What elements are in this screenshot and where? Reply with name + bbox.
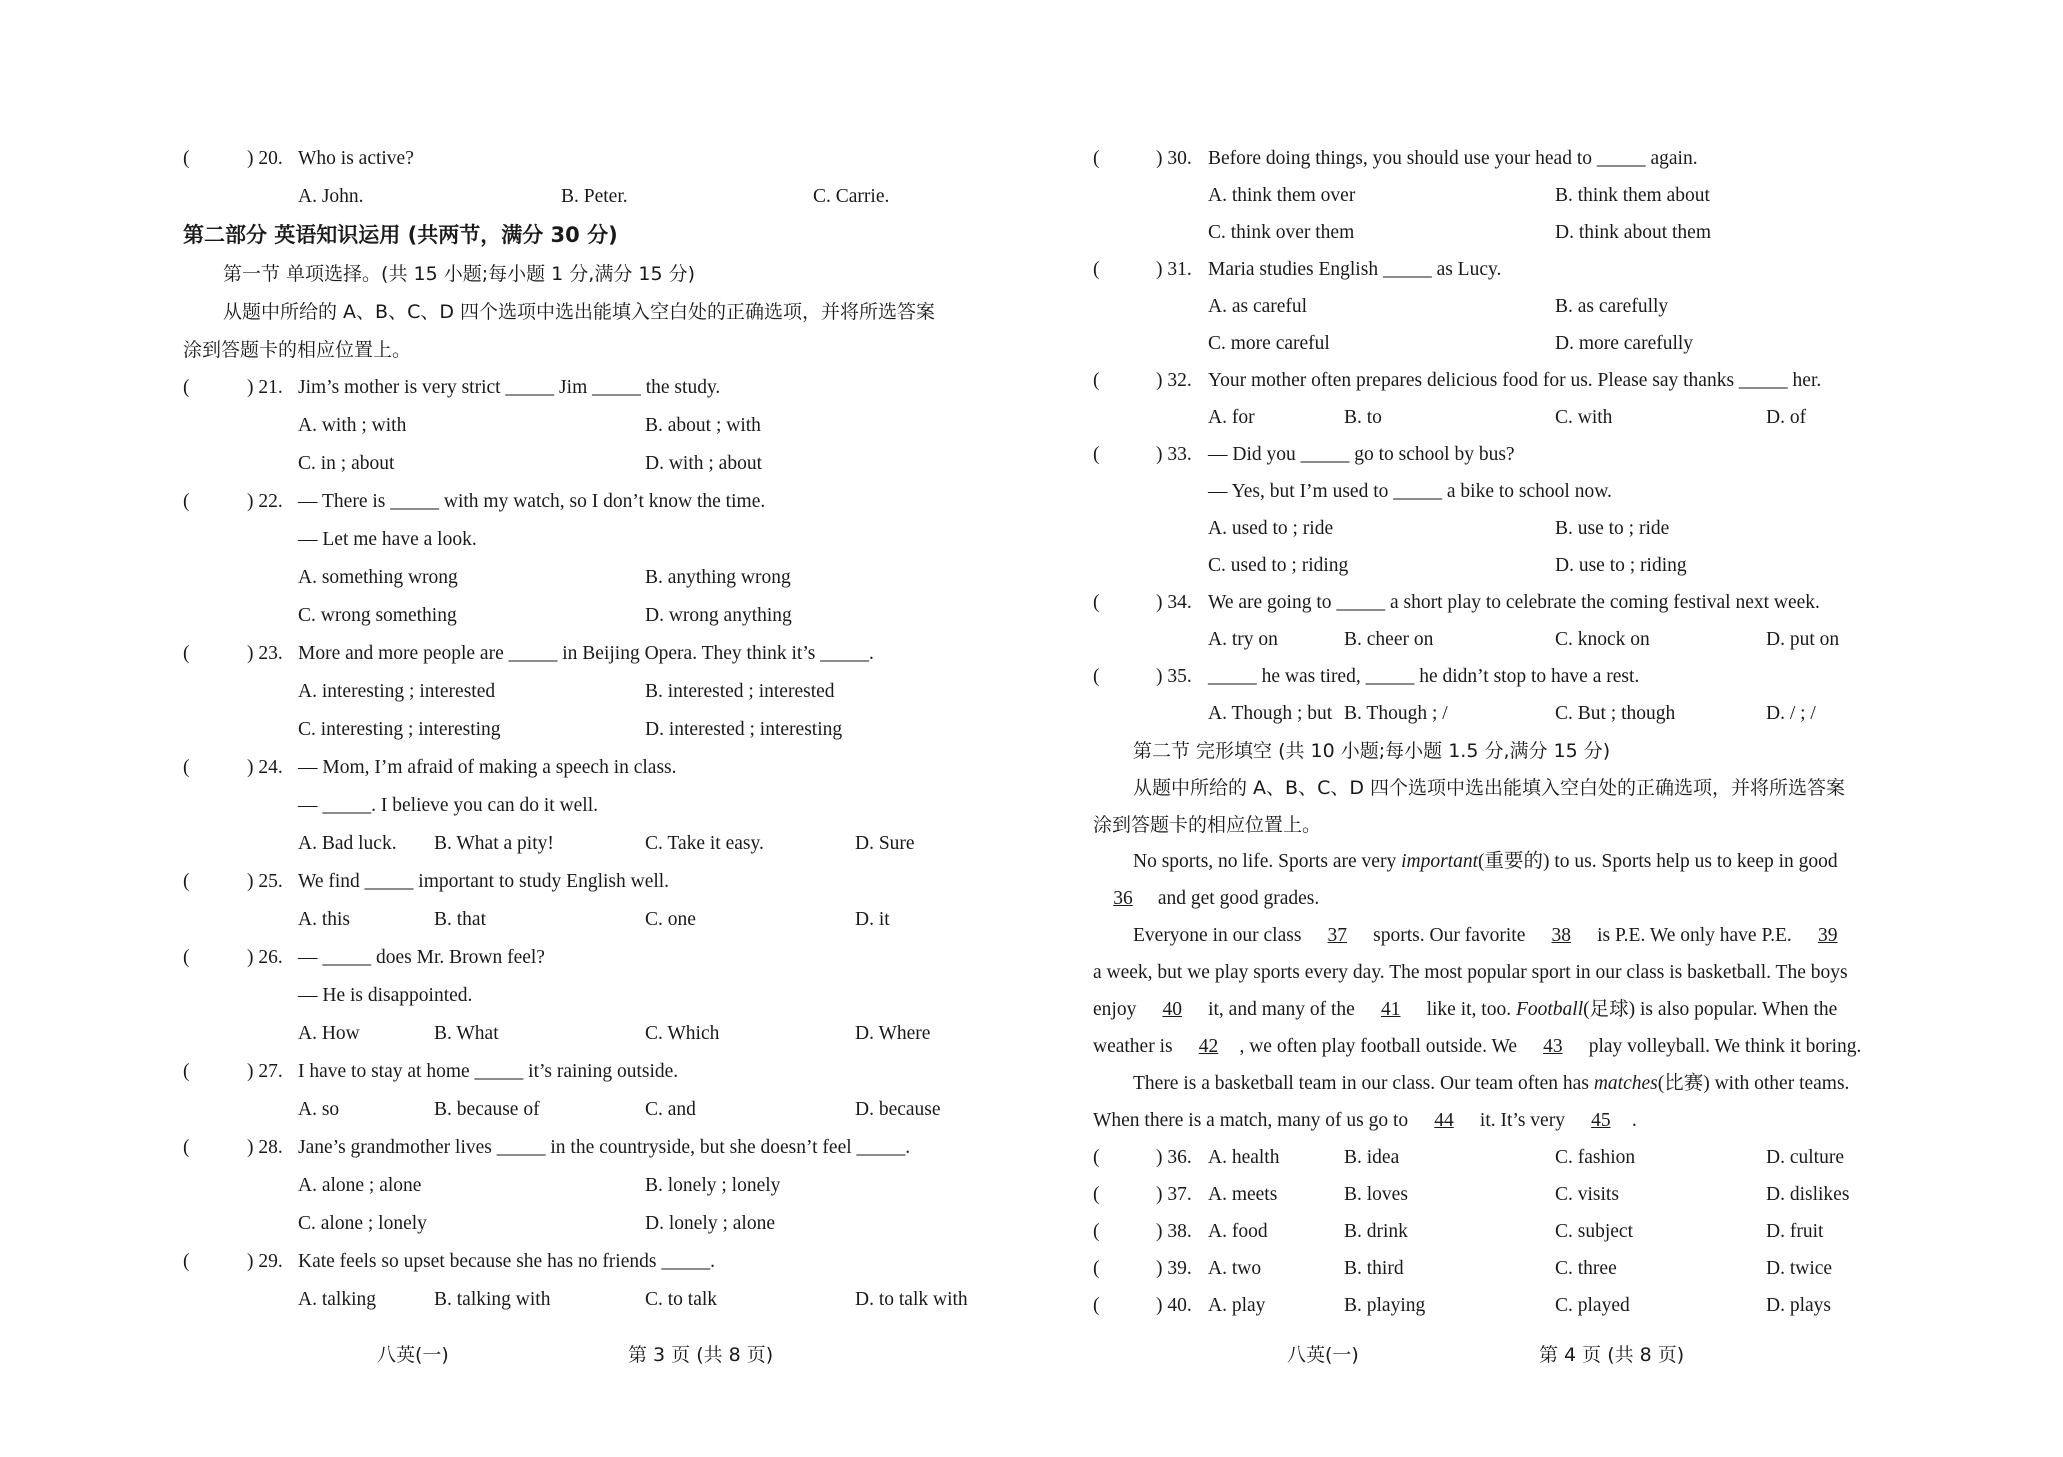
blank-38: 38	[1551, 925, 1571, 946]
question-number: ) 24.	[247, 757, 283, 778]
option-b: B. drink	[1344, 1221, 1408, 1242]
option-d: D. more carefully	[1555, 333, 1694, 354]
options-25	[0, 901, 1031, 939]
option-a: A. meets	[1208, 1184, 1278, 1205]
options-31-row-1	[1031, 288, 2063, 326]
passage-text: a week, but we play sports every day. The most popular sport in our class is basketball. The boys	[1093, 962, 1848, 983]
question-26-reply	[0, 977, 1031, 1015]
question-number: ) 23.	[247, 643, 283, 664]
answer-bracket: (	[1093, 1184, 1100, 1205]
question-stem: We find _____ important to study English well.	[298, 871, 670, 892]
option-c: C. subject	[1555, 1221, 1633, 1242]
answer-bracket: (	[183, 1061, 190, 1082]
option-b: B. to	[1344, 407, 1382, 428]
answer-bracket: (	[183, 1251, 190, 1272]
option-c: C. alone ; lonely	[298, 1213, 427, 1234]
question-stem: We are going to _____ a short play to celebrate the coming festival next week.	[1208, 592, 1820, 613]
option-a: A. Though ; but	[1208, 703, 1333, 724]
options-35	[1031, 695, 2063, 733]
option-d: D. because	[855, 1099, 941, 1120]
question-number: ) 40.	[1156, 1295, 1192, 1316]
passage-italic-word: Football	[1515, 999, 1584, 1020]
question-30	[1031, 140, 2063, 178]
question-number: ) 26.	[247, 947, 283, 968]
option-d: D. use to ; riding	[1555, 555, 1687, 576]
passage-line-8	[1031, 1102, 2063, 1140]
blank-41: 41	[1380, 999, 1401, 1020]
option-a: A. play	[1208, 1295, 1266, 1316]
question-number: ) 37.	[1156, 1184, 1192, 1205]
option-d: D. Sure	[855, 833, 915, 854]
options-27	[0, 1091, 1031, 1129]
passage-line-5	[1031, 991, 2063, 1029]
answer-bracket: (	[1093, 1295, 1100, 1316]
options-29	[0, 1281, 1031, 1319]
options-21-row-1	[0, 407, 1031, 445]
question-stem-line-2: — _____. I believe you can do it well.	[298, 795, 599, 816]
option-d: D. culture	[1766, 1147, 1844, 1168]
question-number: ) 21.	[247, 377, 283, 398]
blank-43: 43	[1543, 1036, 1563, 1057]
section-title	[1031, 732, 2063, 770]
option-a: A. think them over	[1208, 185, 1356, 206]
answer-bracket: (	[1093, 1147, 1100, 1168]
question-number: ) 25.	[247, 871, 283, 892]
option-b: B. third	[1344, 1258, 1404, 1279]
passage-text: enjoy 40 it, and many of the 41 like it, too. Football(足球) is also popular. When the	[1093, 991, 1837, 1029]
question-28	[0, 1129, 1031, 1167]
options-22-row-2	[0, 597, 1031, 635]
section-1-title: 第一节 单项选择。(共 15 小题;每小题 1 分,满分 15 分)	[223, 263, 695, 285]
options-32	[1031, 399, 2063, 437]
option-a: A. interesting ; interested	[298, 681, 496, 702]
instructions	[0, 293, 1031, 331]
instructions-cont	[0, 331, 1031, 369]
option-d: D. / ; /	[1766, 703, 1816, 724]
option-b: B. anything wrong	[645, 567, 791, 588]
footer-page-number: 第 4 页 (共 8 页)	[1539, 1344, 1685, 1366]
part-2-title: 第二部分 英语知识运用 (共两节，满分 30 分)	[183, 223, 618, 247]
question-number: ) 39.	[1156, 1258, 1192, 1279]
option-d: D. to talk with	[855, 1289, 968, 1310]
options-31-row-2	[1031, 325, 2063, 363]
option-a: A. health	[1208, 1147, 1280, 1168]
question-stem: Maria studies English _____ as Lucy.	[1208, 259, 1502, 280]
option-b: B. use to ; ride	[1555, 518, 1670, 539]
option-c: C. one	[645, 909, 696, 930]
option-a: A. talking	[298, 1289, 376, 1310]
passage-line-4	[1031, 954, 2063, 992]
question-29	[0, 1243, 1031, 1281]
question-number: ) 31.	[1156, 259, 1192, 280]
options-23-row-1	[0, 673, 1031, 711]
options-28-row-2	[0, 1205, 1031, 1243]
option-b: B. Peter.	[561, 186, 628, 207]
passage-line-6	[1031, 1028, 2063, 1066]
option-d: D. twice	[1766, 1258, 1833, 1279]
options-22-row-1	[0, 559, 1031, 597]
question-33-reply	[1031, 473, 2063, 511]
question-stem: _____ he was tired, _____ he didn’t stop to have a rest.	[1208, 666, 1640, 687]
option-d: D. fruit	[1766, 1221, 1824, 1242]
option-b: B. What a pity!	[434, 833, 554, 854]
option-d: D. dislikes	[1766, 1184, 1850, 1205]
question-stem: More and more people are _____ in Beijing Opera. They think it’s _____.	[298, 643, 874, 664]
passage-line-1	[1031, 843, 2063, 881]
option-a: A. food	[1208, 1221, 1268, 1242]
option-b: B. lonely ; lonely	[645, 1175, 781, 1196]
question-34	[1031, 584, 2063, 622]
option-c: C. Carrie.	[813, 186, 890, 207]
option-c: C. in ; about	[298, 453, 395, 474]
answer-bracket: (	[1093, 370, 1100, 391]
answer-bracket: (	[1093, 592, 1100, 613]
question-stem: Your mother often prepares delicious food for us. Please say thanks _____ her.	[1208, 370, 1822, 391]
option-b: B. interested ; interested	[645, 681, 835, 702]
page-footer	[1031, 1336, 2063, 1374]
option-a: A. alone ; alone	[298, 1175, 422, 1196]
option-a: A. something wrong	[298, 567, 458, 588]
page-footer	[0, 1336, 1031, 1374]
question-31	[1031, 251, 2063, 289]
question-36	[1031, 1139, 2063, 1177]
question-number: ) 34.	[1156, 592, 1192, 613]
option-d: D. put on	[1766, 629, 1840, 650]
option-d: D. plays	[1766, 1295, 1831, 1316]
option-a: A. How	[298, 1023, 360, 1044]
instructions-line-2: 涂到答题卡的相应位置上。	[1093, 814, 1322, 836]
answer-bracket: (	[1093, 1221, 1100, 1242]
question-stem: — There is _____ with my watch, so I don’t know the time.	[298, 491, 766, 512]
answer-bracket: (	[183, 757, 190, 778]
options-23-row-2	[0, 711, 1031, 749]
option-c: C. fashion	[1555, 1147, 1636, 1168]
options-21-row-2	[0, 445, 1031, 483]
answer-bracket: (	[183, 377, 190, 398]
option-b: B. about ; with	[645, 415, 761, 436]
option-a: A. two	[1208, 1258, 1262, 1279]
question-stem: — Did you _____ go to school by bus?	[1208, 444, 1515, 465]
options-20	[0, 178, 1031, 216]
passage-text: When there is a match, many of us go to 44 it. It’s very 45 .	[1093, 1102, 1637, 1140]
answer-bracket: (	[183, 1137, 190, 1158]
question-22-reply	[0, 521, 1031, 559]
option-d: D. think about them	[1555, 222, 1711, 243]
question-35	[1031, 658, 2063, 696]
option-c: C. But ; though	[1555, 703, 1676, 724]
question-stem: Who is active?	[298, 148, 414, 169]
blank-40: 40	[1162, 999, 1182, 1020]
answer-bracket: (	[1093, 1258, 1100, 1279]
passage-line-3	[1031, 917, 2063, 955]
option-a: A. John.	[298, 186, 364, 207]
blank-44: 44	[1434, 1110, 1454, 1131]
instructions-cont	[1031, 806, 2063, 844]
option-b: B. What	[434, 1023, 499, 1044]
question-38	[1031, 1213, 2063, 1251]
option-d: D. Where	[855, 1023, 931, 1044]
option-c: C. played	[1555, 1295, 1630, 1316]
option-a: A. as careful	[1208, 296, 1308, 317]
option-c: C. knock on	[1555, 629, 1650, 650]
section-2-title: 第二节 完形填空 (共 10 小题;每小题 1.5 分,满分 15 分)	[1133, 740, 1611, 762]
option-c: C. visits	[1555, 1184, 1619, 1205]
option-b: B. because of	[434, 1099, 540, 1120]
question-stem: Before doing things, you should use your head to _____ again.	[1208, 148, 1698, 169]
option-c: C. and	[645, 1099, 696, 1120]
blank-36: 36	[1113, 888, 1133, 909]
passage-line-2	[1031, 880, 2063, 918]
question-number: ) 36.	[1156, 1147, 1192, 1168]
question-33	[1031, 436, 2063, 474]
passage-italic-word: important	[1401, 851, 1479, 872]
question-number: ) 29.	[247, 1251, 283, 1272]
question-stem: I have to stay at home _____ it’s raining outside.	[298, 1061, 679, 1082]
answer-bracket: (	[183, 148, 190, 169]
instructions-line-1: 从题中所给的 A、B、C、D 四个选项中选出能填入空白处的正确选项，并将所选答案	[1133, 777, 1846, 799]
option-c: C. interesting ; interesting	[298, 719, 501, 740]
question-23	[0, 635, 1031, 673]
question-number: ) 20.	[247, 148, 283, 169]
answer-bracket: (	[1093, 148, 1100, 169]
answer-bracket: (	[1093, 666, 1100, 687]
question-27	[0, 1053, 1031, 1091]
option-c: C. used to ; riding	[1208, 555, 1349, 576]
options-26	[0, 1015, 1031, 1053]
answer-bracket: (	[183, 643, 190, 664]
question-22	[0, 483, 1031, 521]
question-40	[1031, 1287, 2063, 1325]
footer-page-number: 第 3 页 (共 8 页)	[628, 1344, 774, 1366]
passage-italic-word: matches	[1593, 1073, 1658, 1094]
passage-text: Everyone in our class 37 sports. Our favorite 38 is P.E. We only have P.E. 39	[1133, 917, 1859, 955]
options-33-row-1	[1031, 510, 2063, 548]
option-c: C. Take it easy.	[645, 833, 764, 854]
options-30-row-1	[1031, 177, 2063, 215]
options-30-row-2	[1031, 214, 2063, 252]
question-24	[0, 749, 1031, 787]
question-number: ) 33.	[1156, 444, 1192, 465]
passage-text: There is a basketball team in our class. Our team often has matches(比赛) with other teams.	[1133, 1073, 1850, 1094]
option-c: C. think over them	[1208, 222, 1355, 243]
passage-line-7	[1031, 1065, 2063, 1103]
instructions	[1031, 769, 2063, 807]
options-33-row-2	[1031, 547, 2063, 585]
blank-42: 42	[1198, 1036, 1219, 1057]
option-c: C. with	[1555, 407, 1613, 428]
part-title	[0, 216, 1031, 254]
option-a: A. try on	[1208, 629, 1278, 650]
options-28-row-1	[0, 1167, 1031, 1205]
question-stem: Kate feels so upset because she has no friends _____.	[298, 1251, 715, 1272]
question-32	[1031, 362, 2063, 400]
question-number: ) 22.	[247, 491, 283, 512]
blank-45: 45	[1591, 1110, 1611, 1131]
option-a: A. so	[298, 1099, 340, 1120]
question-39	[1031, 1250, 2063, 1288]
option-b: B. that	[434, 909, 486, 930]
option-c: C. more careful	[1208, 333, 1330, 354]
option-b: B. as carefully	[1555, 296, 1669, 317]
question-stem: Jim’s mother is very strict _____ Jim _____ the study.	[298, 377, 721, 398]
option-b: B. idea	[1344, 1147, 1400, 1168]
question-stem-line-2: — Yes, but I’m used to _____ a bike to school now.	[1208, 481, 1612, 502]
option-b: B. playing	[1344, 1295, 1426, 1316]
footer-name: 八英(一)	[1287, 1344, 1359, 1366]
answer-bracket: (	[1093, 259, 1100, 280]
instructions-line-2: 涂到答题卡的相应位置上。	[183, 339, 412, 361]
option-c: C. Which	[645, 1023, 720, 1044]
instructions-line-1: 从题中所给的 A、B、C、D 四个选项中选出能填入空白处的正确选项，并将所选答案	[223, 301, 936, 323]
options-24	[0, 825, 1031, 863]
option-d: D. wrong anything	[645, 605, 792, 626]
question-number: ) 32.	[1156, 370, 1192, 391]
blank-39: 39	[1817, 925, 1838, 946]
question-number: ) 30.	[1156, 148, 1192, 169]
option-d: D. with ; about	[645, 453, 762, 474]
question-37	[1031, 1176, 2063, 1214]
option-c: C. three	[1555, 1258, 1617, 1279]
option-c: C. to talk	[645, 1289, 718, 1310]
option-b: B. loves	[1344, 1184, 1408, 1205]
question-25	[0, 863, 1031, 901]
answer-bracket: (	[183, 491, 190, 512]
option-d: D. of	[1766, 407, 1807, 428]
question-stem-line-2: — He is disappointed.	[298, 985, 473, 1006]
answer-bracket: (	[1093, 444, 1100, 465]
answer-bracket: (	[183, 947, 190, 968]
question-number: ) 35.	[1156, 666, 1192, 687]
question-stem-line-2: — Let me have a look.	[298, 529, 477, 550]
passage-text: 36 and get good grades.	[1093, 880, 1319, 918]
answer-bracket: (	[183, 871, 190, 892]
option-a: A. for	[1208, 407, 1255, 428]
question-26	[0, 939, 1031, 977]
question-21	[0, 369, 1031, 407]
blank-37: 37	[1327, 925, 1348, 946]
question-stem: — _____ does Mr. Brown feel?	[298, 947, 545, 968]
option-d: D. it	[855, 909, 890, 930]
question-number: ) 38.	[1156, 1221, 1192, 1242]
options-34	[1031, 621, 2063, 659]
option-d: D. lonely ; alone	[645, 1213, 775, 1234]
option-b: B. cheer on	[1344, 629, 1434, 650]
question-stem: Jane’s grandmother lives _____ in the countryside, but she doesn’t feel _____.	[298, 1137, 911, 1158]
option-d: D. interested ; interesting	[645, 719, 843, 740]
option-c: C. wrong something	[298, 605, 457, 626]
option-a: A. with ; with	[298, 415, 407, 436]
footer-name: 八英(一)	[377, 1344, 449, 1366]
option-b: B. Though ; /	[1344, 703, 1448, 724]
question-number: ) 27.	[247, 1061, 283, 1082]
option-b: B. think them about	[1555, 185, 1710, 206]
question-stem: — Mom, I’m afraid of making a speech in class.	[298, 757, 677, 778]
question-24-reply	[0, 787, 1031, 825]
passage-text: weather is 42 , we often play football outside. We 43 play volleyball. We think it boring.	[1093, 1028, 1861, 1066]
section-title	[0, 255, 1031, 293]
passage-text: No sports, no life. Sports are very important(重要的) to us. Sports help us to keep in good	[1133, 851, 1838, 872]
option-a: A. Bad luck.	[298, 833, 397, 854]
option-a: A. this	[298, 909, 351, 930]
question-number: ) 28.	[247, 1137, 283, 1158]
question-20	[0, 140, 1031, 178]
option-a: A. used to ; ride	[1208, 518, 1334, 539]
option-b: B. talking with	[434, 1289, 551, 1310]
